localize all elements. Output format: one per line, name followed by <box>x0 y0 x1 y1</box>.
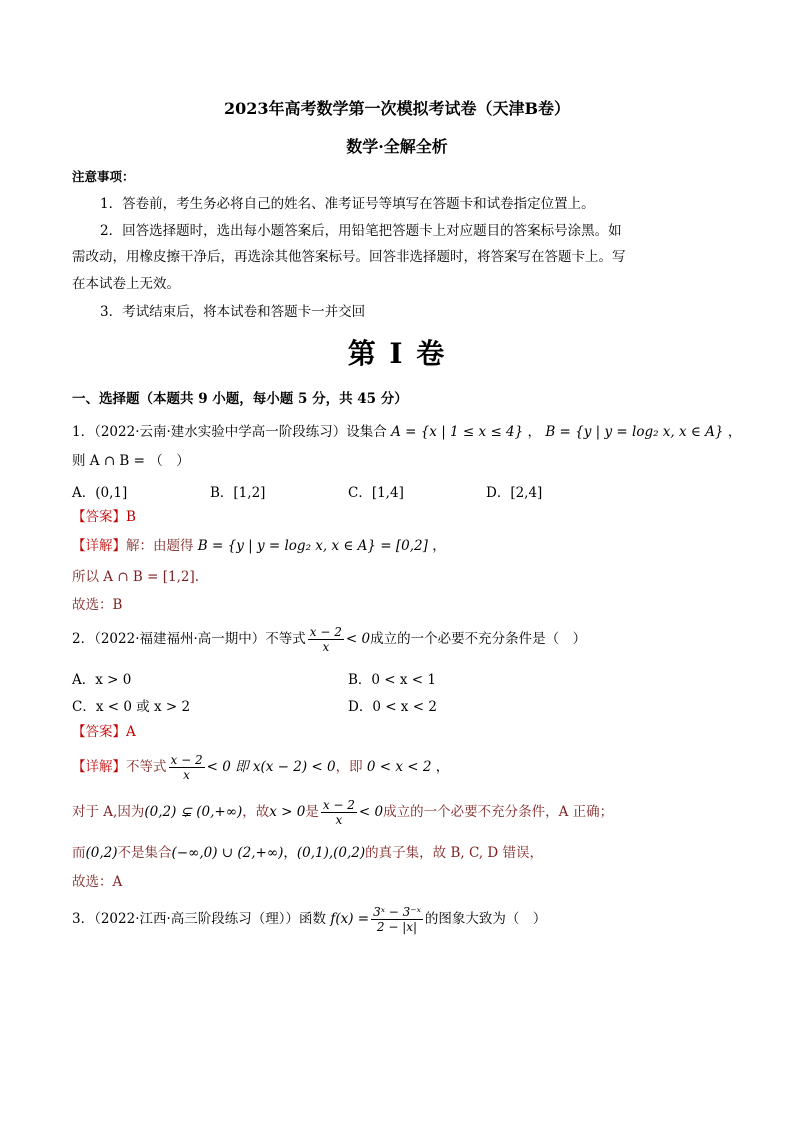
q3-fraction <box>371 905 423 934</box>
q2-fraction <box>308 625 344 654</box>
q1-detail-line-1 <box>72 537 446 555</box>
q2-option-b: B．0 < x < 1 <box>348 672 437 688</box>
q1-stem <box>72 423 741 441</box>
q2-detail-3c: 不是集合 <box>117 845 172 861</box>
q2-detail-3a: 而 <box>72 845 86 861</box>
q2-fraction-numerator: x − 2 <box>309 625 342 639</box>
exam-subtitle: 数学·全解全析 <box>346 137 448 156</box>
q2-detail-1a: 不等式 <box>126 759 167 775</box>
exam-title: 2023年高考数学第一次模拟考试卷（天津B卷） <box>223 99 571 118</box>
q2-detail-fraction-denominator: x <box>183 768 190 782</box>
q2-detail-fraction <box>169 753 205 782</box>
q2-detail-2f: < 0 <box>358 804 384 820</box>
q2-detail-2-fraction-numerator: x − 2 <box>322 798 355 812</box>
q1-detail-tag: 【详解】 <box>72 538 126 554</box>
q1-comma-2: ， <box>727 424 742 440</box>
q1-comma: ， <box>527 424 542 440</box>
q2-option-d: D．0 < x < 2 <box>348 699 437 715</box>
q2-stem <box>72 624 586 654</box>
q3-fraction-denominator: 2 − |x| <box>376 920 418 934</box>
q3-stem <box>72 904 546 934</box>
q2-option-c: C．x < 0 或 x > 2 <box>72 699 191 715</box>
q2-detail-line-3 <box>72 844 543 862</box>
q2-detail-3f: (0,1),(0,2) <box>296 845 366 861</box>
q2-detail-1e: ， <box>435 759 450 775</box>
q1-set-a: A = {x | 1 ≤ x ≤ 4} <box>391 424 524 440</box>
q1-choose: 故选：B <box>72 597 123 613</box>
q2-detail-fraction-numerator: x − 2 <box>170 753 203 767</box>
q2-detail-3d: (−∞,0) ∪ (2,+∞) <box>171 845 284 861</box>
q2-detail-2-fraction <box>321 798 357 827</box>
volume-heading: 第 I 卷 <box>347 337 447 370</box>
q2-detail-1b: < 0 即 x(x − 2) < 0 <box>206 759 336 775</box>
notice-item-2-line-3: 在本试卷上无效。 <box>72 276 180 292</box>
q2-fraction-denominator: x <box>322 640 330 654</box>
q2-detail-3g: 的真子集，故 B, C, D 错误， <box>365 845 544 861</box>
q1-option-c: C．[1,4] <box>348 485 404 501</box>
q1-option-d: D．[2,4] <box>486 485 543 501</box>
q2-detail-2e: 是 <box>305 804 319 820</box>
q2-stem-end: 成立的一个必要不充分条件是（ ） <box>370 631 587 647</box>
q2-detail-tag: 【详解】 <box>72 759 126 775</box>
q2-stem-math: < 0 <box>345 631 371 647</box>
q1-detail-end: ， <box>432 538 446 554</box>
q1-option-b: B．[1,2] <box>210 485 266 501</box>
q1-set-b: B = {y | y = log₂ x, x ∈ A} <box>545 424 724 440</box>
q3-stem-text: 3．（2022·江西·高三阶段练习（理））函数 <box>72 911 327 927</box>
q2-detail-3b: (0,2) <box>85 845 118 861</box>
q1-detail-text: 解：由题得 <box>126 538 194 554</box>
q2-detail-1c: ，即 <box>335 759 363 775</box>
q2-choose: 故选：A <box>72 874 123 890</box>
q2-stem-text: 2．（2022·福建福州·高一期中）不等式 <box>72 631 306 647</box>
q1-answer: 【答案】B <box>72 509 136 525</box>
q2-detail-2-fraction-denominator: x <box>335 813 343 827</box>
q1-option-a: A．(0,1] <box>72 485 128 501</box>
section-heading: 一、选择题（本题共 9 小题，每小题 5 分，共 45 分） <box>72 391 408 407</box>
q2-answer: 【答案】A <box>72 724 136 740</box>
q1-detail-math: B = {y | y = log₂ x, x ∈ A} = [0,2] <box>197 538 428 554</box>
q3-fraction-numerator: 3ˣ − 3⁻ˣ <box>373 905 421 919</box>
notice-item-2-line-2: 需改动，用橡皮擦干净后，再选涂其他答案标号。回答非选择题时，将答案写在答题卡上。写 <box>72 249 626 265</box>
q1-detail-line-2: 所以 A ∩ B = [1,2]. <box>72 569 200 585</box>
notice-item-2-line-1: 2．回答选择题时，选出每小题答案后，用铅笔把答题卡上对应题目的答案标号涂黑。如 <box>100 223 622 239</box>
notice-heading: 注意事项： <box>72 169 135 184</box>
q2-detail-2d: x > 0 <box>269 804 306 820</box>
q2-detail-1d: 0 < x < 2 <box>366 759 432 775</box>
q2-detail-2g: 成立的一个必要不充分条件，A 正确； <box>383 804 614 820</box>
q2-detail-2c: ，故 <box>242 804 270 820</box>
q1-stem-text: 1．（2022·云南·建水实验中学高一阶段练习）设集合 <box>72 424 387 440</box>
notice-item-3: 3．考试结束后，将本试卷和答题卡一并交回 <box>100 304 366 320</box>
q2-detail-line-1 <box>72 752 449 782</box>
q3-stem-end: 的图象大致为（ ） <box>424 911 547 927</box>
q2-option-a: A．x > 0 <box>72 672 132 688</box>
notice-item-1: 1．答卷前，考生务必将自己的姓名、准考证号等填写在答题卡和试卷指定位置上。 <box>100 196 595 212</box>
q3-fx: f(x) = <box>330 911 370 927</box>
q2-detail-2a: 对于 A,因为 <box>72 804 145 820</box>
q2-detail-3e: ， <box>283 845 297 861</box>
q1-line-2: 则 A ∩ B = （ ） <box>72 453 190 469</box>
q2-detail-line-2 <box>72 797 613 827</box>
q2-detail-2b: (0,2) ⊊ (0,+∞) <box>144 804 243 820</box>
